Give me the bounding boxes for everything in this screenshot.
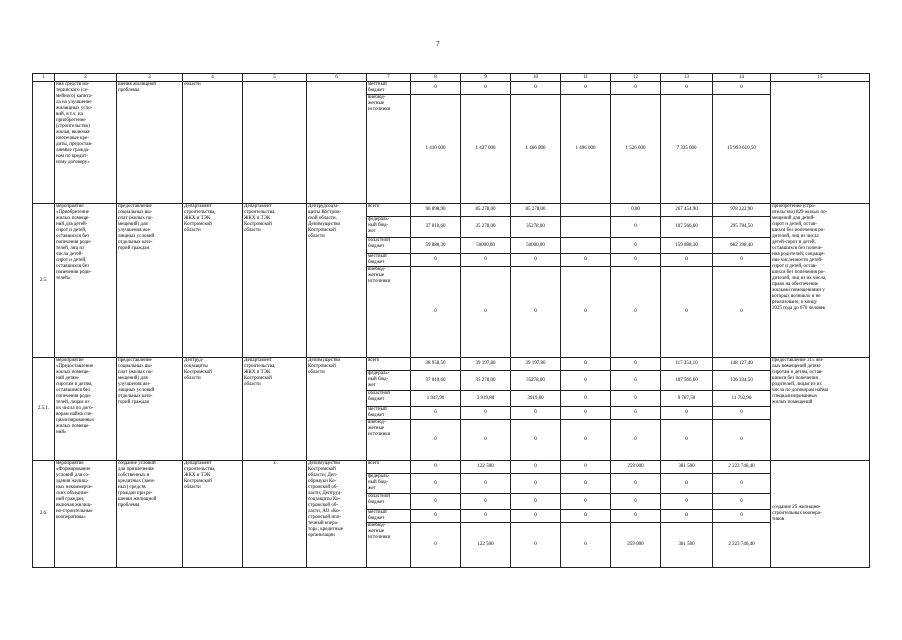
page-number: 7 (436, 40, 440, 48)
amount-cell: 50000,00 (511, 238, 561, 254)
amount-cell: 1 526 000 (611, 95, 661, 204)
amount-cell: 0 (511, 82, 561, 95)
expected-result: предоставление социальных вы- плат (жилых по- мещений) для улучшения жи- лищных условий отдельных кате- горий граждан (117, 358, 183, 461)
amount-cell: 0 (511, 461, 561, 474)
amount-cell: 381 500 (661, 523, 713, 568)
amount-cell: 0 (561, 523, 611, 568)
amount-cell: 0 (561, 461, 611, 474)
header-cell: 7 (367, 74, 411, 82)
amount-cell: 0 (511, 510, 561, 523)
amount-cell: 0 (611, 407, 661, 420)
header-cell: 15 (771, 74, 870, 82)
table-row (33, 358, 870, 371)
amount-cell: 11 792,90 (713, 391, 771, 407)
amount-cell: 3919,80 (511, 391, 561, 407)
amount-cell: 0 (611, 217, 661, 238)
funding-source: местный бюджет (367, 254, 411, 267)
measure-name: мероприятие «Приобретение жилых помеще- ний для детей- сирот и детей, оставшихся без попечения роди- телей, лиц из числа детей- сирот и детей, оставшихся без попечения роди- телей» (55, 204, 117, 358)
header-cell: 11 (561, 74, 611, 82)
expected-result: шения жилищной проблемы (117, 82, 183, 204)
amount-cell: 0 (411, 254, 461, 267)
amount-cell: 0 (661, 407, 713, 420)
amount-cell: 0 (611, 254, 661, 267)
amount-cell: 0 (411, 474, 461, 494)
amount-cell: 0,00 (611, 204, 661, 217)
header-cell: 2 (55, 74, 117, 82)
measure-name: мероприятие «Предоставление жилых помеще- ний детям- сиротам и детям, оставшимся без попечения роди- телей, лицам из их числа по дого- ворам найма спе- циализированных жилых помеще- ний» (55, 358, 117, 461)
amount-cell: 136 334,50 (713, 371, 771, 391)
funding-source: областной бюджет (367, 494, 411, 510)
participants: Депимущество Костромской области; Деп- обрнауки Ко- стромской об- ласти; Дептруд- соцзащиты Ко- стромской об- ласти, АО «Ко- стромской ипо- течный опера- тор»; кредитные организации (307, 461, 367, 568)
header-cell: 10 (511, 74, 561, 82)
amount-cell: 0 (611, 82, 661, 95)
funding-source: областной бюджет (367, 391, 411, 407)
outcome-description: предоставление 315 жи- лых помещений детям- сиротам и детям, остав- шимся без попечения родителей, лицам из их числа по договорам найма специализированных жилых помещений (771, 358, 870, 461)
amount-cell: 0 (661, 267, 713, 358)
expected-result: создание условий для привлечения собственных и кредитных (заем- ных) средств граждан при ре- шении жилищной проблемы (117, 461, 183, 568)
amount-cell: 59 888,30 (411, 238, 461, 254)
amount-cell: 0 (661, 82, 713, 95)
funding-source: местный бюджет (367, 407, 411, 420)
amount-cell (561, 217, 611, 238)
funding-source: всего (367, 461, 411, 474)
amount-cell: 107 566,60 (661, 217, 713, 238)
amount-cell: 0 (511, 267, 561, 358)
amount-cell: 159 888,30 (661, 238, 713, 254)
funding-source: всего (367, 358, 411, 371)
amount-cell: 0 (661, 510, 713, 523)
amount-cell: 0 (461, 494, 511, 510)
outcome-description (771, 82, 870, 204)
outcome-description: создание 25 жилищно- строительных коопера- тивов (771, 461, 870, 568)
amount-cell: 35 278,00 (461, 217, 511, 238)
row-number: 2.5.1. (33, 358, 55, 461)
header-cell: 9 (461, 74, 511, 82)
amount-cell: 37 010,60 (411, 217, 461, 238)
header-cell: 13 (661, 74, 713, 82)
amount-cell: 0 (561, 407, 611, 420)
co-executor (243, 82, 307, 204)
amount-cell: 0 (713, 474, 771, 494)
amount-cell: 381 500 (661, 461, 713, 474)
amount-cell: 0 (561, 358, 611, 371)
amount-cell: 0 (411, 523, 461, 568)
participants: Дептрудсоцза- щиты Костром- ской области, Депимущество Костромской области (307, 204, 367, 358)
amount-cell: 148 127,40 (713, 358, 771, 371)
participants: Депимущество Костромской области (307, 358, 367, 461)
amount-cell: 0 (611, 510, 661, 523)
row-number: 2.5. (33, 204, 55, 358)
amount-cell: 1 947,90 (411, 391, 461, 407)
amount-cell: 0 (411, 461, 461, 474)
amount-cell: 0 (511, 407, 561, 420)
amount-cell: 107 566,60 (661, 371, 713, 391)
amount-cell: 0 (713, 407, 771, 420)
amount-cell: 0 (461, 267, 511, 358)
amount-cell: 0 (561, 510, 611, 523)
funding-source: внебюд- жетные источники (367, 267, 411, 358)
amount-cell: 0 (561, 371, 611, 391)
amount-cell: 0 (611, 494, 661, 510)
amount-cell: 3 919,80 (461, 391, 511, 407)
amount-cell: 259 000 (611, 523, 661, 568)
amount-cell: 0 (713, 420, 771, 461)
header-cell: 5 (243, 74, 307, 82)
expected-result: предоставление социальных вы- плат (жилых по- мещений) для улучшения жи- лищных условий отдельных кате- горий граждан (117, 204, 183, 358)
amount-cell: 0 (561, 420, 611, 461)
participants (307, 82, 367, 204)
amount-cell: 0 (461, 474, 511, 494)
amount-cell: 39 197,80 (511, 358, 561, 371)
amount-cell: 96 898,90 (411, 204, 461, 217)
funding-source: внебюд- жетные источники (367, 523, 411, 568)
amount-cell: 0 (611, 358, 661, 371)
amount-cell (561, 238, 611, 254)
amount-cell: 9 787,50 (661, 391, 713, 407)
amount-cell: 0 (661, 420, 713, 461)
measure-name: ния средств ма- теринского (се- мейного) капита- ла на улучшение жилищных усло- вий, в т.ч. на приобретение (строительство) жилья, включая ипотечные кре- диты, предостав- ляемые гражда- нам по кредит- ному договору» (55, 82, 117, 204)
funding-source: внебюд- жетные источники (367, 95, 411, 204)
funding-source: федераль- ный бюд- жет (367, 371, 411, 391)
funding-source: всего (367, 204, 411, 217)
amount-cell: 0 (661, 474, 713, 494)
amount-cell: 0 (511, 523, 561, 568)
header-cell: 14 (713, 74, 771, 82)
header-cell: 1 (33, 74, 55, 82)
amount-cell: 0 (611, 238, 661, 254)
amount-cell: 122 500 (461, 523, 511, 568)
amount-cell: 0 (411, 494, 461, 510)
amount-cell: 0 (461, 510, 511, 523)
amount-cell: 0 (461, 420, 511, 461)
amount-cell: 978 222,90 (713, 204, 771, 217)
amount-cell: 0 (461, 407, 511, 420)
amount-cell: 682 398,40 (713, 238, 771, 254)
co-executor: Департамент строительства, ЖКХ и ТЭК Костромской области (243, 204, 307, 358)
funding-source: федераль- ный бюд- жет (367, 474, 411, 494)
amount-cell: 0 (461, 254, 511, 267)
table-row (33, 82, 870, 95)
funding-source: федераль- ный бюд- жет (367, 217, 411, 238)
amount-cell: 0 (411, 420, 461, 461)
amount-cell: 0 (713, 510, 771, 523)
amount-cell: 0 (511, 474, 561, 494)
amount-cell: 15 993 610,50 (713, 95, 771, 204)
amount-cell: 85 278,00 (461, 204, 511, 217)
row-number: 2.6. (33, 461, 55, 568)
amount-cell: 0 (611, 420, 661, 461)
amount-cell: 0 (411, 510, 461, 523)
header-cell: 6 (307, 74, 367, 82)
amount-cell: 0 (611, 371, 661, 391)
responsible-executor: области (183, 82, 243, 204)
amount-cell: 0 (511, 494, 561, 510)
responsible-executor: Департамент строительства, ЖКХ и ТЭК Костромской области (183, 461, 243, 568)
amount-cell: 35278,00 (511, 217, 561, 238)
header-row (33, 74, 870, 82)
amount-cell: 50000,00 (461, 238, 511, 254)
amount-cell: 38 958,50 (411, 358, 461, 371)
co-executor: х (243, 461, 307, 568)
amount-cell: 2 223 746,40 (713, 461, 771, 474)
header-cell: 12 (611, 74, 661, 82)
amount-cell: 0 (561, 254, 611, 267)
amount-cell: 0 (561, 474, 611, 494)
funding-source: внебюд- жетные источники (367, 420, 411, 461)
amount-cell: 35 278,00 (461, 371, 511, 391)
header-cell: 4 (183, 74, 243, 82)
amount-cell: 0 (561, 267, 611, 358)
row-number (33, 82, 55, 204)
table-row (33, 461, 870, 474)
amount-cell: 0 (661, 494, 713, 510)
amount-cell: 7 335 000 (661, 95, 713, 204)
amount-cell (561, 204, 611, 217)
amount-cell: 122 500 (461, 461, 511, 474)
amount-cell: 0 (611, 391, 661, 407)
amount-cell: 1 466 000 (511, 95, 561, 204)
responsible-executor: Дептруд- соцзащиты Костромской области (183, 358, 243, 461)
amount-cell: 85 278,00 (511, 204, 561, 217)
amount-cell: 0 (713, 494, 771, 510)
amount-cell: 295 784,50 (713, 217, 771, 238)
header-cell: 8 (411, 74, 461, 82)
amount-cell: 0 (561, 391, 611, 407)
amount-cell: 0 (561, 494, 611, 510)
amount-cell: 37 010,60 (411, 371, 461, 391)
amount-cell: 0 (511, 420, 561, 461)
amount-cell: 267 454,90 (661, 204, 713, 217)
amount-cell: 1 410 000 (411, 95, 461, 204)
responsible-executor: Департамент строительства, ЖКХ и ТЭК Костромской области (183, 204, 243, 358)
outcome-description: приобретение (стро- ительство) 829 жилых по- мещений для детей- сирот и детей, остав- шихся без попечения ро- дителей, лиц из числа детей-сирот и детей, оставшихся без попече- ния родителей; сокраще- ние численности детей- сирот и детей, остав- шихся без попечения ро- дителей, лиц из их числа, право на обеспечение жилыми помещениями у которых возникло и не реализовано, к концу 2025 года до 670 человек (771, 204, 870, 358)
amount-cell: 2 223 746,40 (713, 523, 771, 568)
amount-cell: 0 (411, 407, 461, 420)
amount-cell: 0 (511, 254, 561, 267)
amount-cell: 0 (713, 254, 771, 267)
amount-cell: 0 (411, 82, 461, 95)
amount-cell: 0 (713, 82, 771, 95)
header-cell: 3 (117, 74, 183, 82)
amount-cell: 1 496 000 (561, 95, 611, 204)
table-row (33, 204, 870, 217)
co-executor: Департамент строительства, ЖКХ и ТЭК Костромской области (243, 358, 307, 461)
amount-cell: 0 (611, 267, 661, 358)
amount-cell: 0 (661, 254, 713, 267)
budget-table (32, 73, 870, 568)
measure-name: мероприятие «Формирование условий для со- здания жилищ- ных некоммерче- ских объедине- ний граждан, включая жилищ- но-строительные кооперативы» (55, 461, 117, 568)
amount-cell: 117 354,10 (661, 358, 713, 371)
amount-cell: 0 (461, 82, 511, 95)
funding-source: местный бюджет (367, 82, 411, 95)
amount-cell: 39 197,80 (461, 358, 511, 371)
funding-source: местный бюджет (367, 510, 411, 523)
funding-source: областной бюджет (367, 238, 411, 254)
amount-cell: 35278,00 (511, 371, 561, 391)
amount-cell: 259 000 (611, 461, 661, 474)
amount-cell: 0 (561, 82, 611, 95)
amount-cell: 0 (713, 267, 771, 358)
amount-cell: 1 437 000 (461, 95, 511, 204)
amount-cell: 0 (411, 267, 461, 358)
amount-cell: 0 (611, 474, 661, 494)
